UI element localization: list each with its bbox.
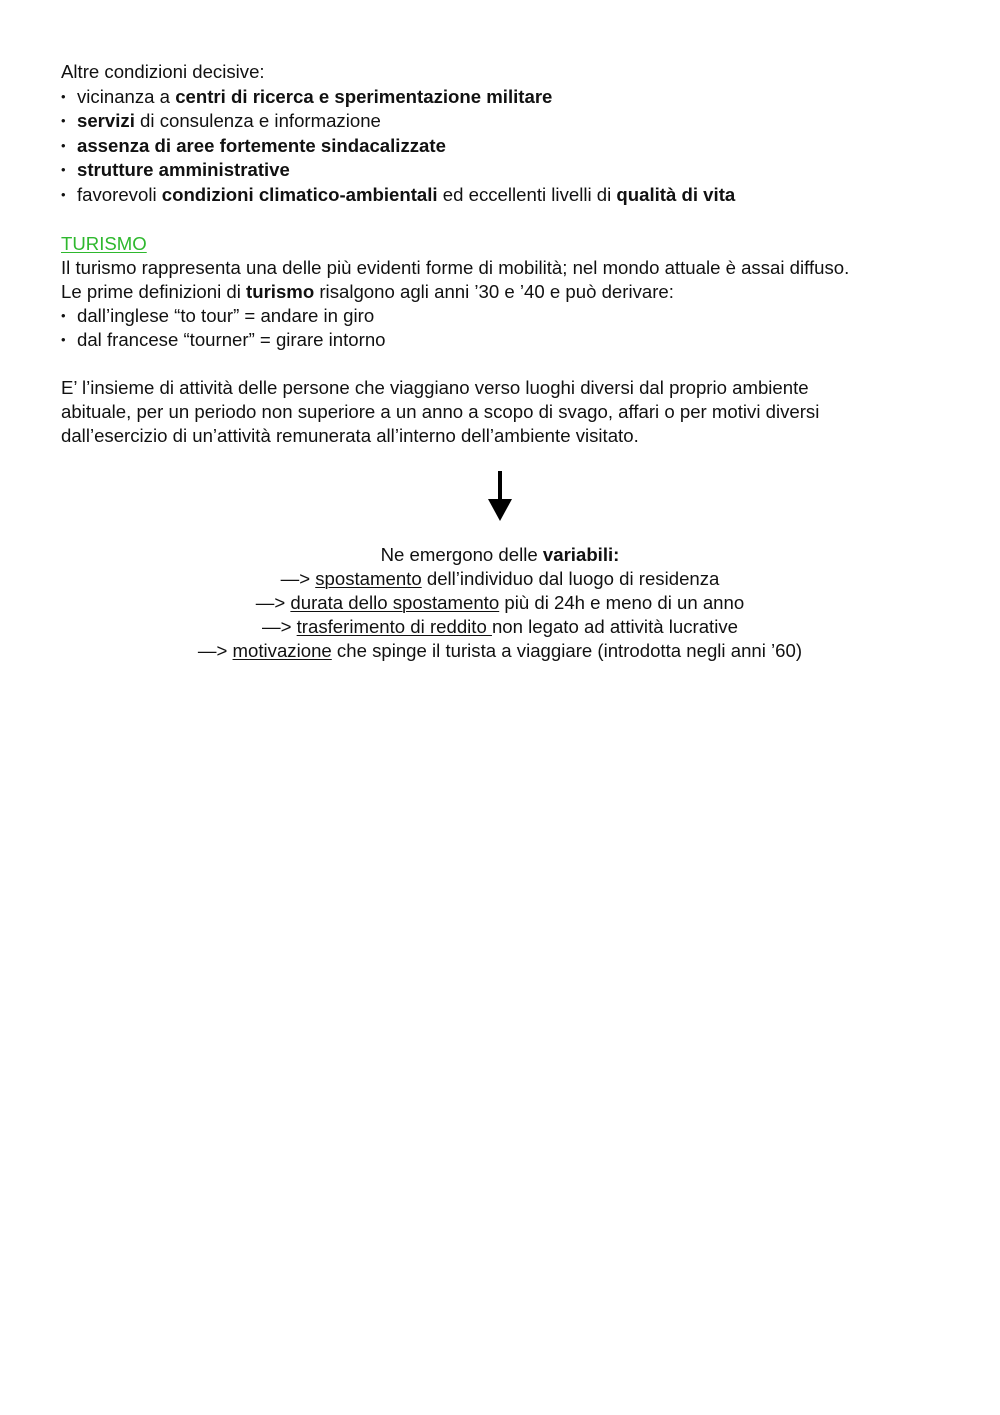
variables-block (0, 543, 1000, 663)
bullet-icon: • (61, 162, 66, 178)
definition-line: abituale, per un periodo non superiore a un anno a scopo di svago, affari o per motivi diversi (61, 400, 820, 422)
list-item: • favorevoli condizioni climatico-ambientali ed eccellenti livelli di qualità di vita (61, 183, 941, 208)
variable-item: —> motivazione che spinge il turista a viaggiare (introdotta negli anni ’60) (197, 640, 803, 661)
turismo-line-2: Le prime definizioni di turismo risalgono agli anni ’30 e ’40 e può derivare: (61, 280, 674, 302)
definition-line: E’ l’insieme di attività delle persone che viaggiano verso luoghi diversi dal proprio ambiente (61, 376, 809, 398)
list-item: • servizi di consulenza e informazione (61, 109, 941, 134)
arrow-icon: —> (197, 640, 228, 661)
bullet-icon: • (61, 137, 66, 153)
arrow-icon: —> (262, 616, 292, 637)
bullet-icon: • (61, 307, 66, 323)
variable-item: —> durata dello spostamento più di 24h e meno di un anno (255, 592, 745, 613)
variable-item: —> trasferimento di reddito non legato ad attività lucrative (262, 616, 738, 637)
bullet-icon: • (61, 88, 66, 104)
bullet-icon: • (61, 186, 66, 202)
arrow-icon: —> (255, 592, 286, 613)
variables-intro: Ne emergono delle variabili: (380, 544, 620, 565)
bullet-icon: • (61, 113, 66, 129)
section-title: TURISMO (61, 232, 147, 254)
arrow-icon: —> (280, 568, 311, 589)
turismo-line-1: Il turismo rappresenta una delle più evidenti forme di mobilità; nel mondo attuale è assai diffuso. (61, 256, 850, 278)
conditions-intro: Altre condizioni decisive: (61, 61, 265, 82)
list-item: • dal francese “tourner” = girare intorno (61, 328, 386, 350)
down-arrow-icon (488, 471, 512, 521)
list-item: • assenza di aree fortemente sindacalizzate (61, 134, 941, 159)
list-item: • dall’inglese “to tour” = andare in giro (61, 304, 375, 326)
bullet-icon: • (61, 331, 66, 347)
spacer (61, 208, 941, 232)
document-page (61, 60, 941, 448)
definition-line: dall’esercizio di un’attività remunerata all’interno dell’ambiente visitato. (61, 424, 639, 446)
list-item: • strutture amministrative (61, 158, 941, 183)
variable-item: —> spostamento dell’individuo dal luogo di residenza (280, 568, 720, 589)
list-item: • vicinanza a centri di ricerca e sperimentazione militare (61, 85, 941, 110)
spacer (61, 352, 941, 376)
